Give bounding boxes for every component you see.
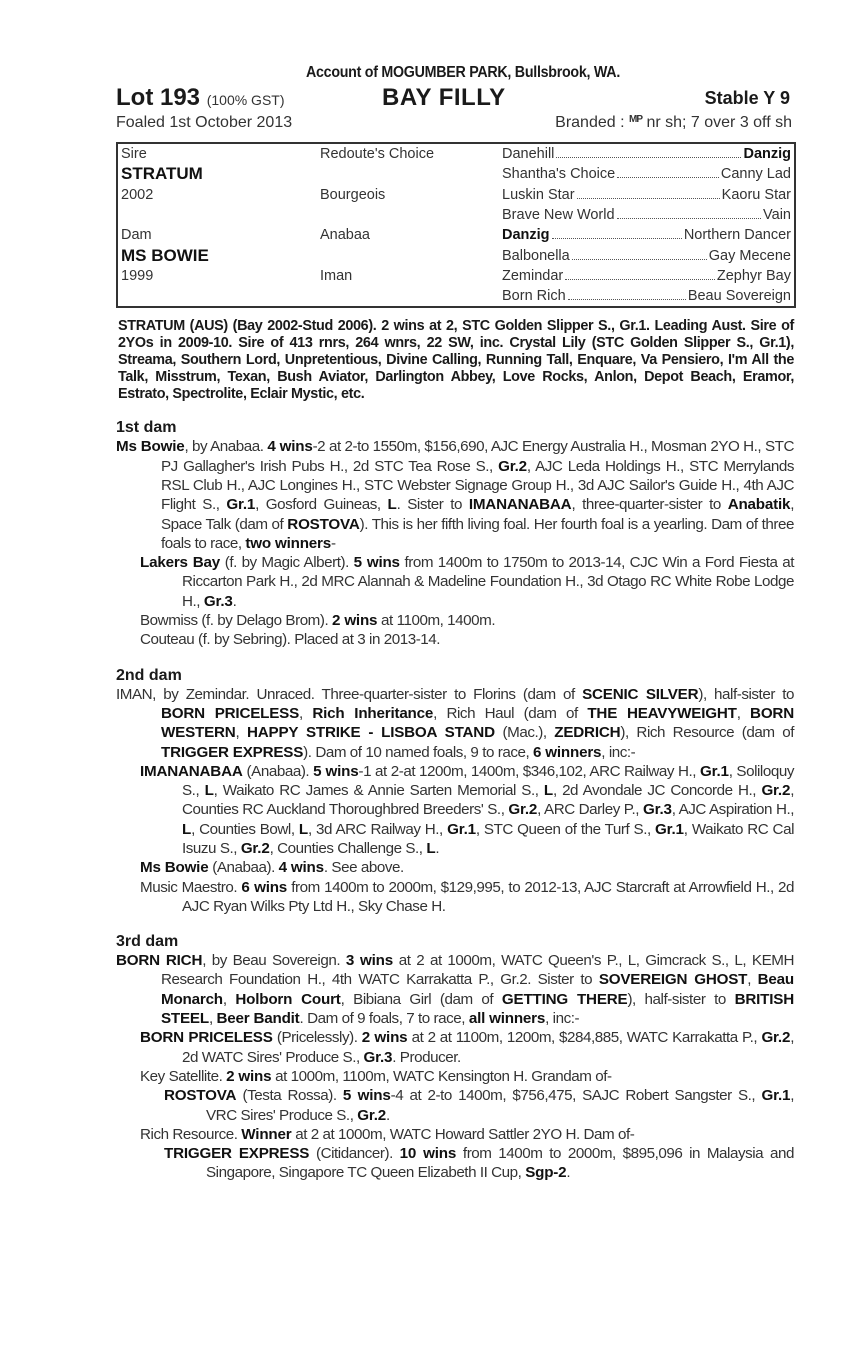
text: at 1100m, 1400m. xyxy=(377,612,496,630)
text: , inc:- xyxy=(545,1010,580,1028)
branded-label: Branded : xyxy=(555,114,625,131)
bold-text: Gr.3 xyxy=(203,592,233,610)
bold-text: SCENIC SILVER xyxy=(582,685,699,703)
dam-entry xyxy=(116,437,794,553)
bold-text: Ms Bowie xyxy=(116,438,185,456)
pedigree-row xyxy=(117,225,795,245)
text: (Testa Rossa). xyxy=(236,1087,343,1105)
bold-text: BRITISH STEEL xyxy=(161,990,794,1028)
text: (Anabaa). xyxy=(208,859,279,877)
bold-text: 6 wins xyxy=(241,878,288,896)
bold-text: Gr.1 xyxy=(447,820,476,838)
bold-text: BORN WESTERN xyxy=(161,704,794,742)
text: , AJC Leda Holdings H., STC Merrylands RSL Club H., AJC Longines H., STC Webster Signage Group H., 3d AJC Sailor's Guide H., 4th AJC Flight S., xyxy=(161,457,794,514)
bold-text: 4 wins xyxy=(267,438,313,456)
text: , by Beau Sovereign. xyxy=(202,952,346,970)
foaled-date: Foaled 1st October 2013 xyxy=(116,114,293,131)
dam-entry xyxy=(116,685,794,762)
text: Rich Resource. xyxy=(140,1125,242,1143)
bold-text: 2 wins xyxy=(226,1067,272,1085)
empty-cell xyxy=(317,245,499,265)
great-great-grandsire: Zephyr Bay xyxy=(716,267,791,284)
bold-text: L xyxy=(543,782,553,800)
bold-text: Rich Inheritance xyxy=(312,704,434,722)
text: (f. by Magic Albert). xyxy=(220,554,354,572)
grandparent: Bourgeois xyxy=(320,186,386,203)
text: , Rich Haul (dam of xyxy=(433,704,588,722)
text: , AJC Aspiration H., xyxy=(671,801,795,819)
dam-sections xyxy=(116,418,794,1182)
text: , 3d ARC Railway H., xyxy=(307,820,448,838)
text: . Producer. xyxy=(392,1048,461,1066)
text: , Waikato RC James & Annie Sarten Memorial S., xyxy=(213,782,544,800)
pedigree-table xyxy=(116,142,796,308)
text: , VRC Sires' Produce S., xyxy=(206,1087,794,1124)
bold-text: L xyxy=(426,840,436,857)
text: , 2d Avondale JC Concorde H., xyxy=(552,782,762,800)
bold-text: Gr.2 xyxy=(508,801,538,819)
text: , Counties RC Auckland Thoroughbred Breeders' S., xyxy=(182,782,794,819)
grandparent: Anabaa xyxy=(320,227,370,244)
sire-year: 2002 xyxy=(121,186,154,203)
bold-text: Beer Bandit xyxy=(216,1010,300,1028)
bold-text: Gr.3 xyxy=(642,801,672,819)
dot-leader xyxy=(577,198,720,199)
stable-location: Stable Y 9 xyxy=(704,88,790,108)
bold-text: L xyxy=(387,496,397,514)
text: (Citidancer). xyxy=(309,1145,400,1163)
foaling-row xyxy=(116,114,794,140)
progeny-entry xyxy=(116,878,794,917)
text: Key Satellite. xyxy=(140,1067,227,1085)
sire-label: Sire xyxy=(121,146,147,163)
text: from 1400m to 2000m, $895,096 in Malaysia and Singapore, Singapore TC Queen Elizabeth II Cup, xyxy=(206,1145,794,1182)
text: -1 at 2-at 1200m, 1400m, $346,102, ARC Railway H., xyxy=(358,762,700,780)
dot-leader xyxy=(552,238,682,239)
dam-label: Dam xyxy=(121,227,152,244)
pedigree-row xyxy=(117,286,795,307)
grandparent: Redoute's Choice xyxy=(320,146,435,163)
dot-leader xyxy=(617,218,762,219)
pedigree-row xyxy=(117,185,795,205)
text: from 1400m to 1750m to 2013-14, CJC Win a Ford Fiesta at Riccarton Park H., 2d MRC Alannah & Madeline Foundation H., 3d Otago RC White Robe Lodge H., xyxy=(182,554,794,610)
empty-cell xyxy=(317,205,499,225)
bold-text: 5 wins xyxy=(353,554,400,572)
text: -4 at 2-to 1400m, $756,475, SAJC Robert Sangster S., xyxy=(390,1087,762,1105)
branded-details: nr sh; 7 over 3 off sh xyxy=(646,114,792,131)
text: , STC Queen of the Turf S., xyxy=(475,820,656,838)
progeny-entry xyxy=(116,1144,794,1183)
bold-text: L xyxy=(298,820,308,838)
text: , xyxy=(222,990,236,1008)
bold-text: HAPPY STRIKE - LISBOA STAND xyxy=(246,724,495,742)
text: , Counties Challenge S., xyxy=(269,840,427,857)
bold-text: Gr.2 xyxy=(498,457,527,475)
bold-text: Gr.1 xyxy=(655,820,684,838)
bold-text: 4 wins xyxy=(278,859,324,877)
great-great-grandsire: Beau Sovereign xyxy=(687,288,791,305)
dam-section xyxy=(116,666,794,917)
great-great-grandsire: Canny Lad xyxy=(720,166,791,183)
bold-text: 2 wins xyxy=(361,1029,408,1047)
empty-cell xyxy=(117,205,317,225)
dot-leader xyxy=(617,177,719,178)
bold-text: IMANANABAA xyxy=(140,762,243,780)
text: from 1400m to 2000m, $129,995, to 2012-13, AJC Starcraft at Arrowfield H., 2d AJC Ryan Wilks Pty Ltd H., Sky Chase H. xyxy=(182,878,794,915)
bold-text: THE HEAVYWEIGHT xyxy=(587,704,737,722)
bold-text: Lakers Bay xyxy=(140,554,220,572)
progeny-entry xyxy=(116,630,794,649)
text: . Dam of 9 foals, 7 to race, xyxy=(299,1010,469,1028)
dot-leader xyxy=(565,279,715,280)
bold-text: TRIGGER EXPRESS xyxy=(161,743,304,761)
dam-year: 1999 xyxy=(121,267,154,284)
bold-text: BORN PRICELESS xyxy=(140,1029,273,1047)
text: , Gosford Guineas, xyxy=(255,496,388,514)
text: , 2d WATC Sires' Produce S., xyxy=(182,1029,794,1066)
text: at 2 at 1000m, WATC Queen's P., L, Gimcrack S., L, KEMH Research Foundation H., 4th WATC Karrakatta P., Gr.2. Sister to xyxy=(161,952,794,989)
brand-mark: MP xyxy=(628,114,642,125)
great-grandparent-pair xyxy=(499,164,795,184)
text: . See above. xyxy=(323,859,404,877)
text: . xyxy=(232,592,237,610)
great-grandparent: Balbonella xyxy=(502,247,570,264)
text: , xyxy=(299,704,313,722)
great-grandparent-pair xyxy=(499,245,795,265)
dam-name: MS BOWIE xyxy=(121,245,209,265)
great-great-grandsire: Danzig xyxy=(743,146,791,163)
pedigree-row xyxy=(117,143,795,164)
great-grandparent: Danehill xyxy=(502,146,555,163)
bold-text: Gr.3 xyxy=(363,1048,393,1066)
bold-text: SOVEREIGN GHOST xyxy=(598,971,748,989)
text: , xyxy=(747,971,758,989)
great-great-grandsire: Gay Mecene xyxy=(708,247,791,264)
great-grandparent-pair xyxy=(499,286,795,307)
empty-cell xyxy=(117,286,317,307)
text: (Anabaa). xyxy=(242,762,314,780)
text: . Sister to xyxy=(396,496,469,514)
great-great-grandsire: Northern Dancer xyxy=(683,227,791,244)
grandparent: Iman xyxy=(320,267,353,284)
text: . xyxy=(386,1106,390,1124)
bold-text: Beau Monarch xyxy=(161,971,794,1008)
bold-text: 2 wins xyxy=(332,612,378,630)
progeny-entry xyxy=(116,1086,794,1125)
bold-text: Ms Bowie xyxy=(140,859,209,877)
text: at 2 at 1000m, WATC Howard Sattler 2YO H. Dam of- xyxy=(291,1125,635,1143)
great-grandparent-pair xyxy=(499,205,795,225)
progeny-entry xyxy=(116,858,794,877)
great-grandparent: Brave New World xyxy=(502,207,615,224)
great-grandparent-pair xyxy=(499,225,795,245)
bold-text: Holborn Court xyxy=(235,990,341,1008)
text: IMAN, by Zemindar. Unraced. Three-quarter-sister to Florins (dam of xyxy=(116,685,583,703)
text: . xyxy=(566,1164,571,1182)
horse-description: BAY FILLY xyxy=(382,84,506,111)
bold-text: Gr.2 xyxy=(761,1029,791,1047)
pedigree-row xyxy=(117,205,795,225)
bold-text: BORN RICH xyxy=(116,952,203,970)
pedigree-row xyxy=(117,164,795,184)
gst-note: (100% GST) xyxy=(206,92,285,108)
section-heading: 3rd dam xyxy=(116,933,179,951)
bold-text: Gr.2 xyxy=(240,840,270,857)
bold-text: ROSTOVA xyxy=(287,515,360,533)
dot-leader xyxy=(572,259,707,260)
brand-info xyxy=(555,114,792,132)
text: ). This is her fifth living foal. Her fourth foal is a yearling. Dam of three foals to race, xyxy=(161,515,794,552)
vendor-account: Account of MOGUMBER PARK, Bullsbrook, WA. xyxy=(305,64,621,81)
bold-text: Sgp-2 xyxy=(525,1164,567,1182)
great-grandparent: Born Rich xyxy=(502,288,566,305)
great-grandparent: Shantha's Choice xyxy=(502,166,616,183)
text: ), Rich Resource (dam of xyxy=(620,724,794,742)
text: , by Anabaa. xyxy=(184,438,268,456)
text: Couteau (f. by Sebring). Placed at 3 in 2013-14. xyxy=(140,631,441,649)
text: , xyxy=(235,724,247,742)
text: , xyxy=(208,1010,217,1028)
text: , Waikato RC Cal Isuzu S., xyxy=(182,820,794,857)
text: - xyxy=(330,534,336,552)
dot-leader xyxy=(568,299,686,300)
bold-text: Gr.2 xyxy=(761,782,791,800)
bold-text: 5 wins xyxy=(313,762,359,780)
text: at 2 at 1100m, 1200m, $284,885, WATC Karrakatta P., xyxy=(407,1029,762,1047)
text: , Counties Bowl, xyxy=(191,820,299,838)
empty-cell xyxy=(317,286,499,307)
text: , Space Talk (dam of xyxy=(161,496,795,533)
bold-text: two winners xyxy=(245,534,331,552)
bold-text: 5 wins xyxy=(342,1087,391,1105)
bold-text: ROSTOVA xyxy=(164,1087,237,1105)
great-grandparent-pair xyxy=(499,266,795,286)
progeny-entry xyxy=(116,762,794,858)
text: ), half-sister to xyxy=(698,685,795,703)
dam-entry xyxy=(116,951,794,1028)
lot-number xyxy=(116,84,285,112)
progeny-entry xyxy=(116,1067,794,1086)
section-heading: 1st dam xyxy=(116,419,177,437)
lot-header xyxy=(116,84,794,114)
great-great-grandsire: Kaoru Star xyxy=(721,186,791,203)
bold-text: GETTING THERE xyxy=(501,990,628,1008)
text: , inc:- xyxy=(601,743,636,761)
great-grandparent: Luskin Star xyxy=(502,186,575,203)
text: , xyxy=(736,704,751,722)
pedigree-row xyxy=(117,245,795,265)
bold-text: 6 winners xyxy=(533,743,602,761)
bold-text: Gr.1 xyxy=(226,496,256,514)
bold-text: Winner xyxy=(241,1125,292,1143)
dam-section xyxy=(116,932,794,1183)
bold-text: BORN PRICELESS xyxy=(161,704,300,722)
text: Music Maestro. xyxy=(140,878,242,896)
bold-text: Gr.1 xyxy=(761,1087,791,1105)
text: , Soliloquy S., xyxy=(182,762,794,800)
bold-text: IMANANABAA xyxy=(468,496,572,514)
bold-text: Gr.1 xyxy=(699,762,729,780)
bold-text: ZEDRICH xyxy=(554,724,621,742)
empty-cell xyxy=(317,164,499,184)
lot-label: Lot 193 xyxy=(116,84,201,111)
bold-text: TRIGGER EXPRESS xyxy=(164,1145,310,1163)
catalogue-page xyxy=(116,64,794,1183)
bold-text: 3 wins xyxy=(345,952,393,970)
text: , Bibiana Girl (dam of xyxy=(340,990,502,1008)
bold-text: all winners xyxy=(468,1010,546,1028)
text: at 1000m, 1100m, WATC Kensington H. Grandam of- xyxy=(271,1067,612,1085)
bold-text: L xyxy=(182,820,192,838)
great-grandparent-pair xyxy=(499,185,795,205)
text: ), half-sister to xyxy=(627,990,735,1008)
great-great-grandsire: Vain xyxy=(763,207,791,224)
text: , three-quarter-sister to xyxy=(571,496,728,514)
sire-name: STRATUM xyxy=(121,164,203,184)
section-heading: 2nd dam xyxy=(116,666,182,684)
progeny-entry xyxy=(116,553,794,611)
great-grandparent: Zemindar xyxy=(502,267,564,284)
bold-text: Gr.2 xyxy=(357,1106,386,1124)
bold-text: L xyxy=(204,782,214,800)
progeny-entry xyxy=(116,611,794,630)
pedigree-row xyxy=(117,266,795,286)
text: (Pricelessly). xyxy=(272,1029,362,1047)
bold-text: Anabatik xyxy=(727,496,791,514)
progeny-entry xyxy=(116,1125,794,1144)
bold-text: 10 wins xyxy=(399,1145,457,1163)
great-grandparent-pair xyxy=(499,143,795,164)
text: Bowmiss (f. by Delago Brom). xyxy=(140,612,333,630)
text: , ARC Darley P., xyxy=(537,801,643,819)
dam-section xyxy=(116,418,794,649)
text: . xyxy=(435,840,440,857)
great-grandparent: Danzig xyxy=(502,227,550,244)
text: ). Dam of 10 named foals, 9 to race, xyxy=(303,743,534,761)
progeny-entry xyxy=(116,1028,794,1067)
sire-summary: STRATUM (AUS) (Bay 2002-Stud 2006). 2 wins at 2, STC Golden Slipper S., Gr.1. Leading Aust. Sire of 2YOs in 2009-10. Sire of 413 rnrs, 264 wnrs, 22 SW, inc. Crystal Lily (STC Golden Slipper S., Gr.1), Streama, Southern Lord, Unpretentious, Divine Calling, Running Tall, Enquare, Va Pensiero, I'm All the Talk, Misstrum, Texan, Bush Aviator, Darlington Abbey, Love Rocks, Anlon, Depot Beach, Eramor, Estrato, Spectrolite, Eclair Mystic, etc. xyxy=(118,318,794,402)
text: (Mac.), xyxy=(494,724,555,742)
text: -2 at 2-to 1550m, $156,690, AJC Energy Australia H., Mosman 2YO H., STC PJ Gallagher's Irish Pubs H., 2d STC Tea Rose S., xyxy=(161,438,795,475)
dot-leader xyxy=(556,157,741,158)
